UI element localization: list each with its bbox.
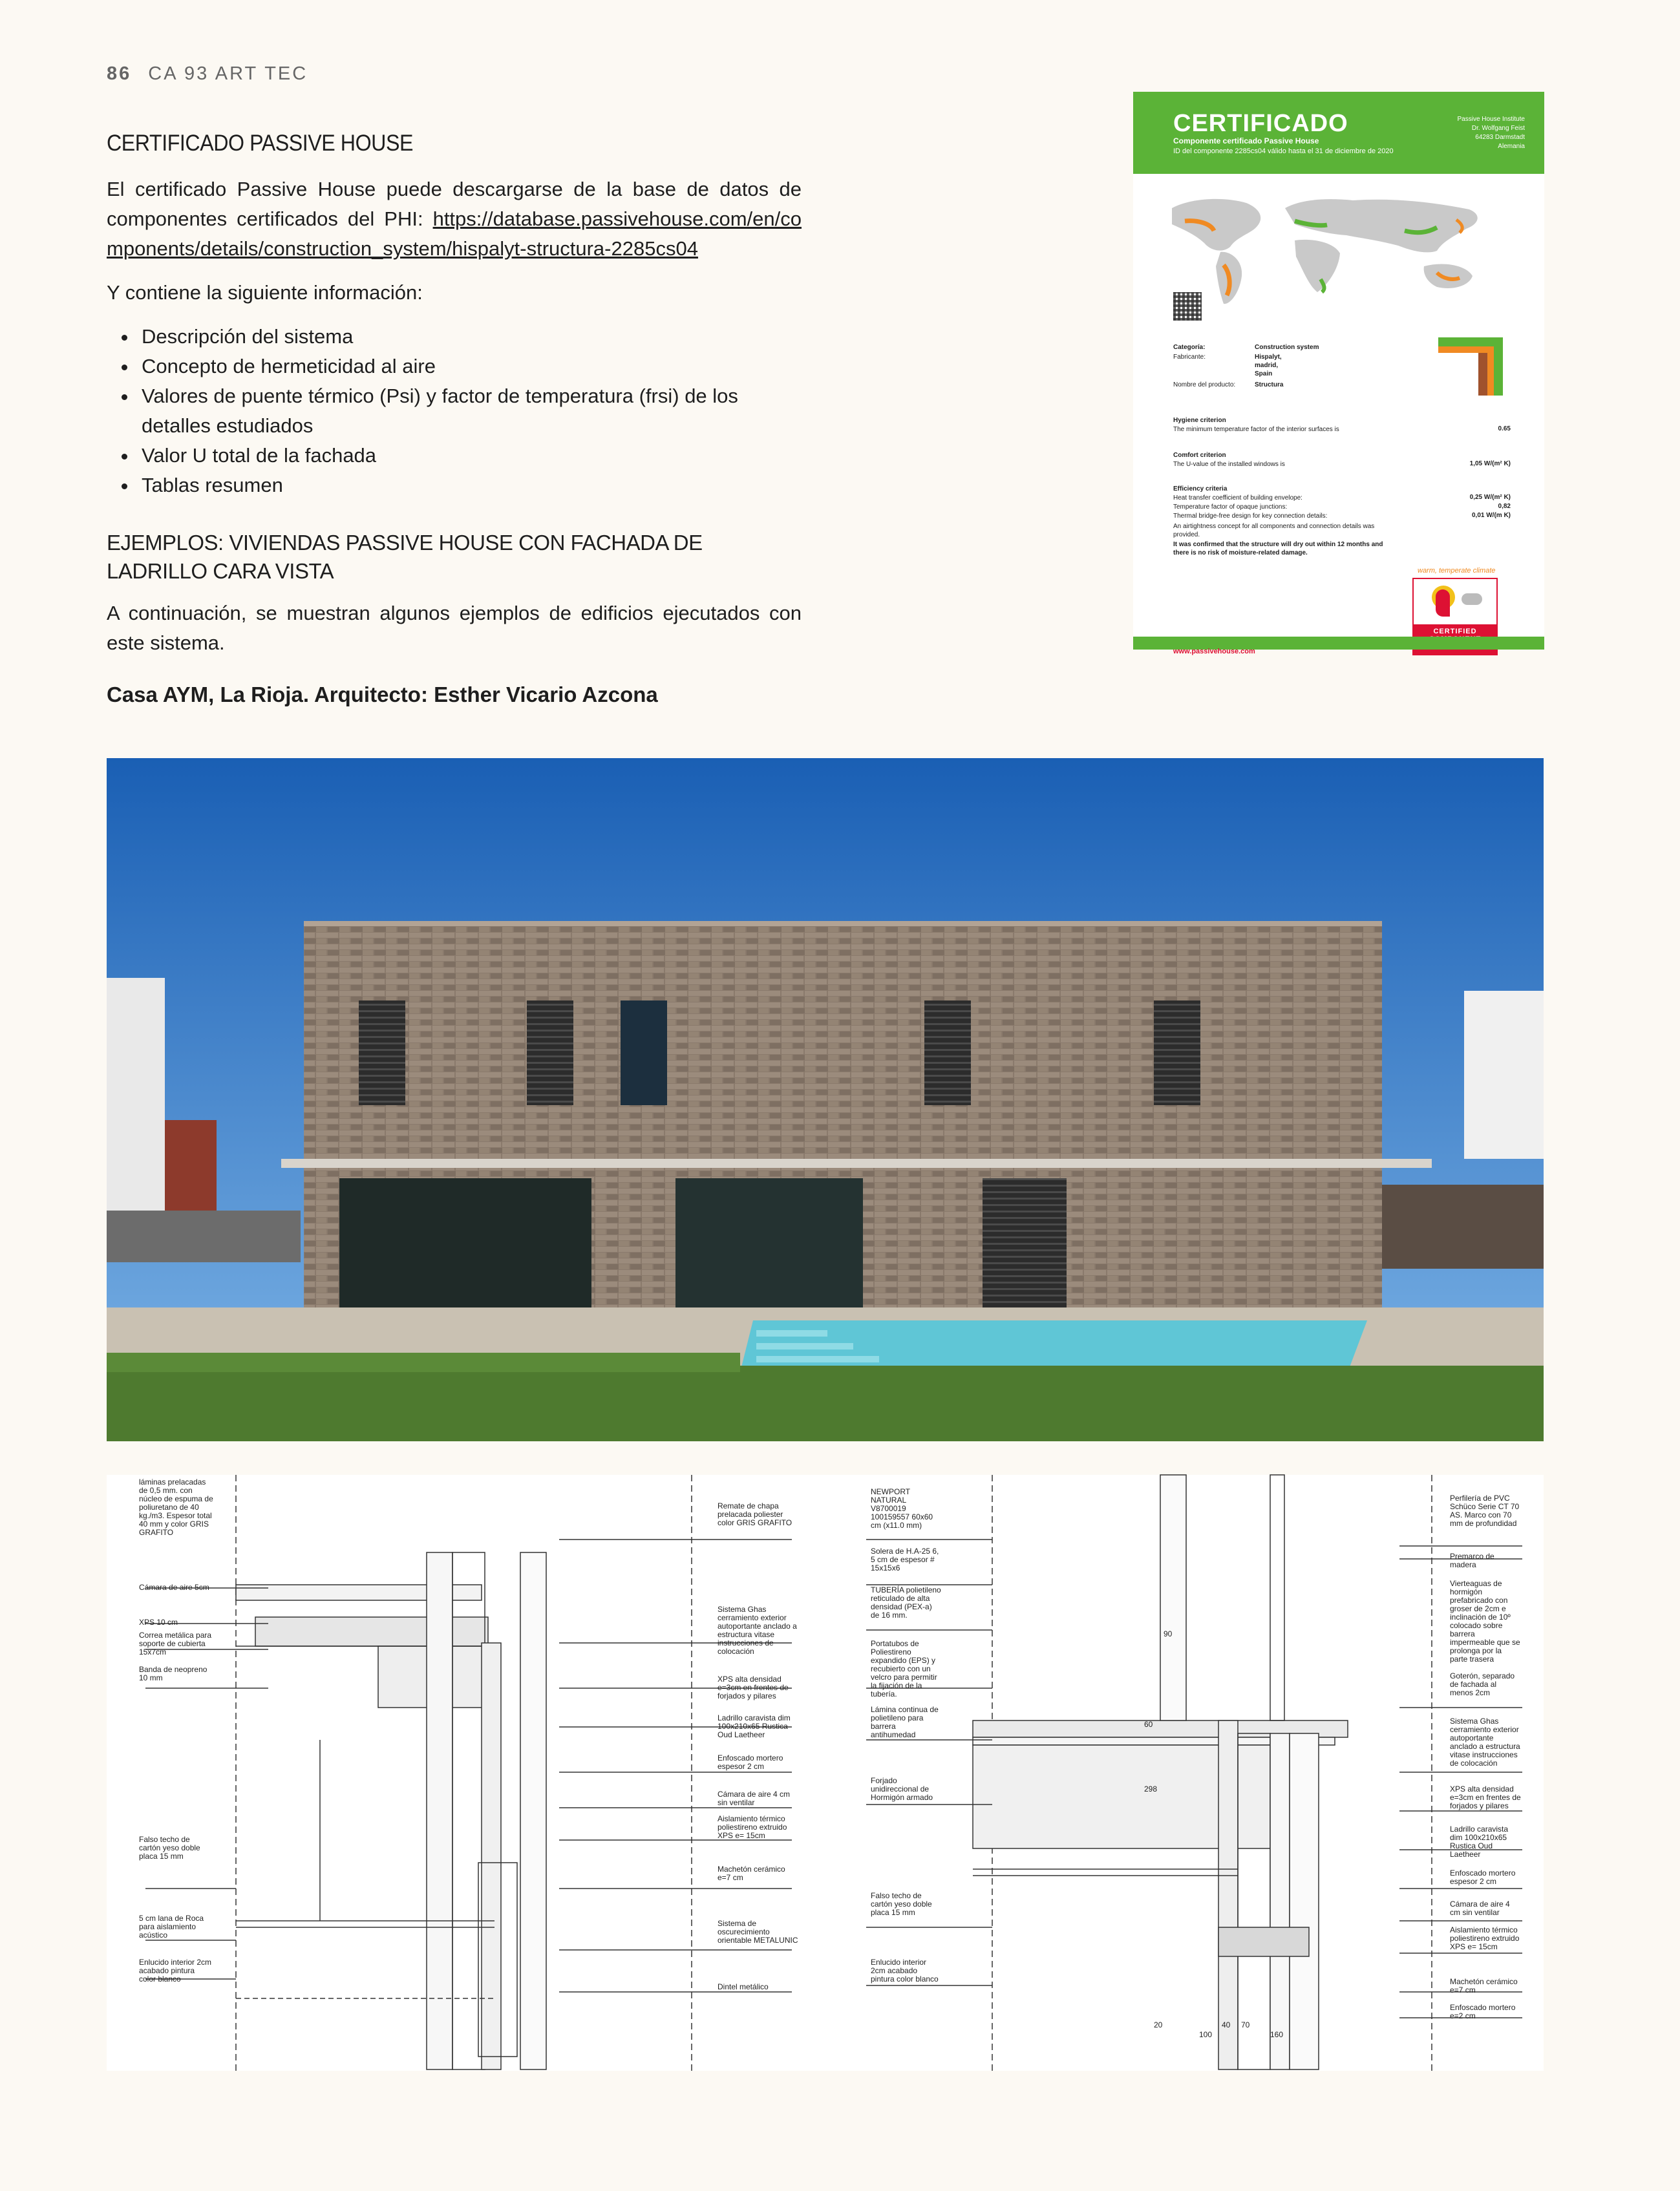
list-item: • Valor U total de la fachada [138,441,802,471]
efficiency-2: Temperature factor of opaque junctions: [1173,503,1288,511]
page-number: 86 [107,63,132,84]
section-title-certificate: CERTIFICADO PASSIVE HOUSE [107,131,413,156]
list-item: • Concepto de hermeticidad al aire [138,352,802,381]
qr-code [1173,292,1202,321]
note-falso-techo: Falso techo de cartón yeso doble placa 15 mm [139,1835,200,1861]
hygiene-value: 0.65 [1498,425,1511,432]
note-ghas: Sistema Ghas cerramiento exterior autoportante anclado a estructura vitase instrucciones de colocación [718,1605,797,1656]
note-laminas: láminas prelacadas de 0,5 mm. con núcleo de espuma de poliuretano de 40 kg./m3. Espesor total 40 mm y color GRIS GRAFITO [139,1477,213,1537]
note-premarco: Premarco de madera [1450,1552,1494,1569]
photo-caption: Casa AYM, La Rioja. Arquitecto: Esther Vicario Azcona [107,683,658,706]
certificate-intro: El certificado Passive House puede descargarse de la base de datos de componentes certificados del PHI: https://database.passivehouse.com/en/components/details/construction_system/hispalyt-structura-2285cs04 [107,178,802,260]
note-oscurecimiento: Sistema de oscurecimiento orientable METALUNIC [718,1919,798,1945]
note-enfoscado: Enfoscado mortero espesor 2 cm [718,1753,783,1771]
certificate-header-band [1133,92,1544,174]
efficiency-1: Heat transfer coefficient of building envelope: [1173,494,1303,502]
note-ghas-2: Sistema Ghas cerramiento exterior autoportante anclado a estructura vitase instrucciones de colocación [1450,1717,1520,1768]
maker-city: madrid, [1255,362,1279,369]
note-perfileria: Perfilería de PVC Schüco Serie CT 70 AS. Marco con 70 mm de profundidad [1450,1494,1520,1528]
note-camara-aire: Cámara de aire 5cm [139,1583,209,1592]
climate-label: warm, temperate climate [1418,567,1496,575]
note-portatubos: Portatubos de Poliestireno expandido (EPS) y recubierto con un velcro para permitir la fijación de la tubería. [871,1639,937,1699]
house-photo [107,758,1544,1441]
note-camara-4: Cámara de aire 4 cm sin ventilar [718,1790,791,1807]
note-lana-roca: 5 cm lana de Roca para aislamiento acústico [139,1914,204,1940]
certificate-url: www.passivehouse.com [1173,648,1255,655]
efficiency-3-value: 0,01 W/(m K) [1471,512,1511,519]
note-aislamiento-2: Aislamiento térmico poliestireno extruido XPS e= 15cm [1450,1925,1520,1951]
section-title-examples: EJEMPLOS: VIVIENDAS PASSIVE HOUSE CON FACHADA DE LADRILLO CARA VISTA [107,531,703,583]
dim-label: 100 [1199,2030,1213,2039]
note-remate: Remate de chapa prelacada poliester color GRIS GRAFITO [718,1501,792,1527]
note-xps-2: XPS alta densidad e=3cm en frentes de forjados y pilares [1450,1784,1521,1810]
contains-intro: Y contiene la siguiente información: [107,281,423,304]
dim-label: 70 [1241,2020,1250,2029]
category-row: Categoría: Construction system [1173,344,1319,351]
note-dintel: Dintel metálico [718,1982,769,1991]
certified-component-badge: CERTIFIED [1412,578,1498,655]
note-camara-2: Cámara de aire 4 cm sin ventilar [1450,1900,1510,1917]
page-header [107,63,308,85]
hygiene-text: The minimum temperature factor of the interior surfaces is [1173,426,1339,433]
note-macheton-2: Machetón cerámico e=7 cm [1450,1977,1518,1995]
comfort-text: The U-value of the installed windows is [1173,461,1285,468]
dim-label: 90 [1164,1629,1173,1638]
info-list [107,322,802,500]
efficiency-3: Thermal bridge-free design for key connection details: [1173,513,1328,520]
note-newport: NEWPORT NATURAL V8700019 100159557 60x60 cm (x11.0 mm) [871,1487,933,1530]
note-neopreno: Banda de neopreno 10 mm [139,1665,207,1682]
note-ladrillo: Ladrillo caravista dim 100x210x65 Rustica Oud Laetheer [718,1713,791,1739]
note-enfoscado-3: Enfoscado mortero e=2 cm [1450,2003,1516,2020]
drying-note: It was confirmed that the structure will dry out within 12 months and there is no risk of moisture-related damage. [1173,541,1383,556]
logo-icon [1432,586,1458,619]
note-goteron: Goterón, separado de fachada al menos 2cm [1450,1671,1515,1697]
note-xps: XPS 10 cm [139,1618,178,1627]
construction-details [107,1475,1544,2071]
dim-label: 60 [1144,1720,1153,1729]
dim-label: 40 [1222,2020,1231,2029]
note-xps-alta: XPS alta densidad e=3cm en frentes de forjados y pilares [718,1675,789,1700]
certificate-title: CERTIFICADO [1173,110,1348,137]
thermal-bridge-diagram [1438,337,1503,396]
passive-house-certificate [1133,92,1544,655]
section-drawings [107,1475,1544,2071]
note-correa: Correa metálica para soporte de cubierta 15x7cm [139,1631,212,1656]
list-item: • Tablas resumen [138,471,802,500]
institute-address: Passive House Institute Dr. Wolfgang Feist 64283 Darmstadt Alemania [1457,116,1525,150]
text-column [107,129,802,707]
maker-row: Fabricante: Hispalyt, [1173,354,1282,361]
examples-text: A continuación, se muestran algunos ejemplos de edificios ejecutados con este sistema. [107,602,802,654]
hygiene-title: Hygiene criterion [1173,417,1226,424]
note-enfoscado-2: Enfoscado mortero espesor 2 cm [1450,1868,1516,1886]
dim-label: 160 [1270,2030,1284,2039]
list-item: • Valores de puente térmico (Psi) y factor de temperatura (frsi) de los detalles estudiados [138,381,802,441]
airtightness-note: An airtightness concept for all components and connection details was provided. [1173,523,1375,538]
efficiency-2-value: 0,82 [1498,503,1511,510]
note-tuberia: TUBERÍA polietileno reticulado de alta densidad (PEX-a) de 16 mm. [871,1585,941,1620]
note-lamina: Lámina continua de polietileno para barrera antihumedad [871,1705,939,1739]
note-enlucido: Enlucido interior 2cm acabado pintura color blanco [139,1958,212,1984]
certificate-subtitle: Componente certificado Passive House [1173,136,1319,145]
dim-label: 298 [1144,1784,1158,1794]
cloud-icon [1462,593,1482,605]
comfort-value: 1,05 W/(m² K) [1469,460,1511,467]
dim-label: 20 [1154,2020,1163,2029]
note-vierteaguas: Vierteaguas de hormigón prefabricado con groser de 2cm e inclinación de 10º colocado sobre barrera impermeable que se prolonga por la parte trasera [1450,1579,1520,1664]
database-link[interactable]: https://database.passivehouse.com/en/components/details/construction_system/hispalyt-structura-2285cs04 [107,207,802,260]
note-forjado: Forjado unidireccional de Hormigón armado [871,1776,933,1802]
note-falso-techo-2: Falso techo de cartón yeso doble placa 15 mm [871,1891,932,1917]
efficiency-title: Efficiency criteria [1173,485,1228,492]
maker-country: Spain [1255,370,1273,377]
publication-name: CA 93 ART TEC [148,63,308,84]
note-ladrillo-2: Ladrillo caravista dim 100x210x65 Rustica Oud Laetheer [1450,1825,1509,1859]
note-solera: Solera de H.A-25 6, 5 cm de espesor # 15x15x6 [871,1547,939,1572]
house-photo-illustration [107,758,1544,1441]
certificate-id: ID del componente 2285cs04 válido hasta el 31 de diciembre de 2020 [1173,147,1394,155]
note-aislamiento: Aislamiento térmico poliestireno extruido XPS e= 15cm [718,1814,787,1840]
comfort-title: Comfort criterion [1173,452,1226,459]
efficiency-1-value: 0,25 W/(m² K) [1469,494,1511,501]
product-row: Nombre del producto: Structura [1173,381,1284,388]
note-enlucido-2: Enlucido interior 2cm acabado pintura color blanco [871,1958,939,1984]
note-macheton: Machetón cerámico e=7 cm [718,1865,785,1882]
list-item: • Descripción del sistema [138,322,802,352]
